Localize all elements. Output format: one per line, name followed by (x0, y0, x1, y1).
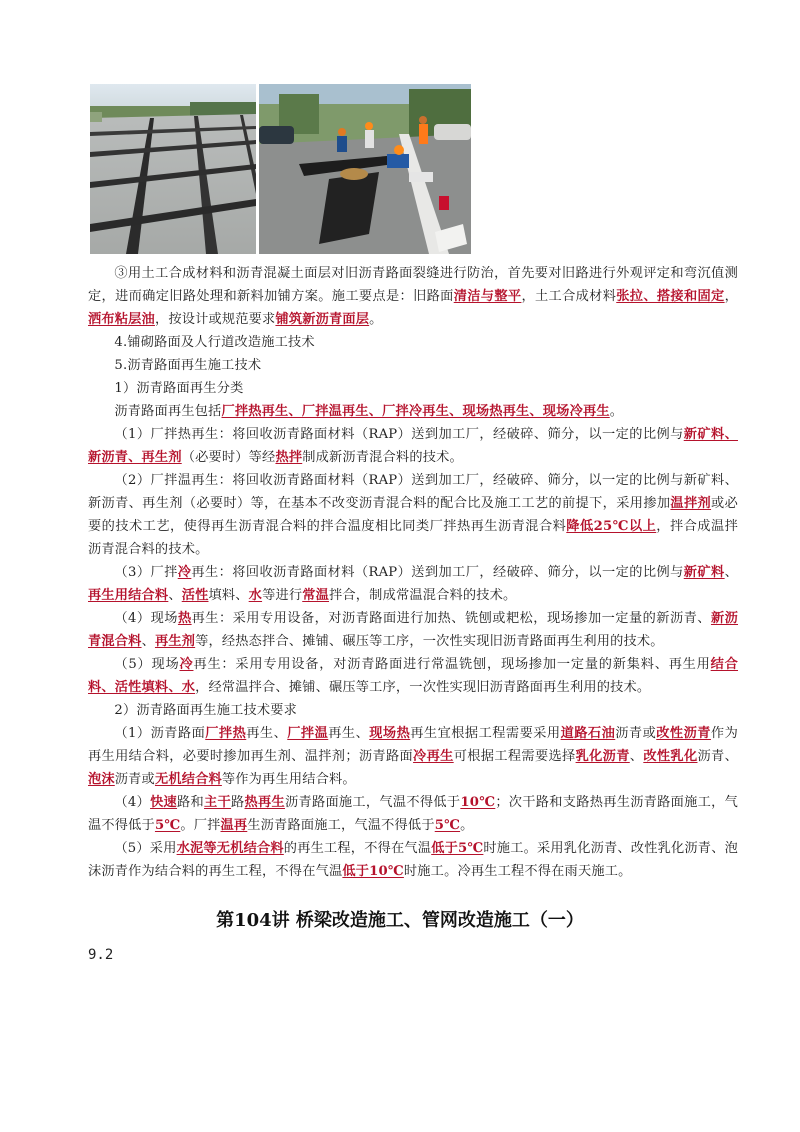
text-run: 沥青或 (114, 772, 155, 787)
highlight-run: 再生剂 (154, 634, 196, 649)
highlight-run: 张拉、搭接和固定 (616, 289, 725, 304)
highlight-run: 改性沥青 (656, 726, 711, 741)
highlight-run: 乳化沥青 (575, 749, 630, 764)
highlight-run: 快速 (150, 795, 178, 810)
highlight-run: 温再 (220, 818, 248, 833)
text-run: 时施工。采用乳化沥青、改性乳化沥青、泡沫沥青作为结合料的再生工程，不得在气温 (88, 841, 738, 879)
paragraph-binder-requirements (88, 722, 738, 791)
text-run: 等，经热态拌合、摊铺、碾压等工序，一次性实现旧沥青路面再生利用的技术。 (195, 634, 664, 649)
text-run: 制成新沥青混合料的技术。 (302, 450, 463, 465)
highlight-run: 水泥等无机结合料 (176, 841, 284, 856)
text-run: （5）现场 (114, 657, 180, 672)
highlight-run: 热再生 (244, 795, 285, 810)
highlight-run: 冷 (179, 657, 194, 672)
heading-asphalt-recycling: 5.沥青路面再生施工技术 (114, 358, 262, 373)
highlight-run: 新矿料、新沥青、再生剂 (88, 427, 738, 465)
text-run: 、 (629, 749, 644, 764)
text-run: 沥青路面再生包括 (114, 404, 222, 419)
paragraph-site-hot (88, 607, 738, 653)
text-run: 时施工。冷再生工程不得在雨天施工。 (403, 864, 632, 879)
highlight-run: 新矿料 (683, 565, 725, 580)
text-run: （4）现场 (114, 611, 178, 626)
text-run: 再生、 (328, 726, 370, 741)
text-run: 可根据工程需要选择 (453, 749, 576, 764)
text-run: 、 (724, 565, 738, 580)
text-run: 。厂拌 (180, 818, 221, 833)
text-run: 再生宜根据工程需要采用 (410, 726, 561, 741)
paragraph-plant-warm (88, 469, 738, 561)
highlight-run: 降低25℃以上 (566, 519, 657, 534)
highlight-run: 清洁与整平 (453, 289, 522, 304)
text-run: （4） (114, 795, 151, 810)
text-run: 。 (460, 818, 474, 833)
text-run: （1）厂拌热再生：将回收沥青路面材料（RAP）送到加工厂，经破碎、筛分，以一定的比例与 (114, 427, 684, 442)
highlight-run: 冷再生 (413, 749, 454, 764)
text-run: 沥青、 (697, 749, 738, 764)
text-run: 再生：采用专用设备，对沥青路面进行常温铣刨，现场掺加一定量的新集料、再生用 (193, 657, 711, 672)
highlight-run: 温拌剂 (670, 496, 712, 511)
highlight-run: 铺筑新沥青面层 (275, 312, 370, 327)
highlight-run: 常温 (302, 588, 330, 603)
heading-paving-sidewalk: 4.铺砌路面及人行道改造施工技术 (114, 335, 315, 350)
highlight-run: 厂拌热 (205, 726, 247, 741)
text-run: 。 (369, 312, 383, 327)
section-number: 9.2 (88, 947, 114, 963)
text-run: （5）采用 (114, 841, 177, 856)
highlight-run: 10℃ (460, 795, 496, 810)
text-run: ；次干路和支路热再生沥青路面施工，气温不得低于 (88, 795, 738, 833)
lecture-heading: 第104讲 桥梁改造施工、管网改造施工（一） (216, 910, 584, 931)
text-run: ，拌合成温拌沥青混合料的技术。 (88, 519, 738, 557)
text-run: 路 (231, 795, 245, 810)
road-joints-photo (90, 84, 256, 254)
highlight-run: 道路石油 (560, 726, 616, 741)
highlight-run: 新沥青混合料 (88, 611, 739, 649)
paragraph-plant-hot (88, 423, 738, 469)
highlight-run: 低于10℃ (342, 864, 404, 879)
highlight-run: 无机结合料 (154, 772, 222, 787)
highlight-run: 洒布粘层油 (88, 312, 155, 327)
highlight-run: 厂拌温 (287, 726, 329, 741)
text-run: 等作为再生用结合料。 (221, 772, 356, 787)
highlight-run: 改性乳化 (643, 749, 698, 764)
text-run: 沥青或 (615, 726, 657, 741)
text-run: 拌合，制成常温混合料的技术。 (329, 588, 517, 603)
road-workers-photo (259, 84, 471, 254)
text-run: 的再生工程，不得在气温 (283, 841, 432, 856)
text-run: 。 (609, 404, 624, 419)
highlight-run: 5℃ (434, 818, 461, 833)
text-run: （必要时）等经 (181, 450, 276, 465)
text-run: 、 (168, 588, 182, 603)
article-body (88, 262, 738, 883)
highlight-run: 结合料、活性填料、水 (88, 657, 739, 695)
text-run: 生沥青路面施工，气温不得低于 (247, 818, 435, 833)
paragraph-site-cold (88, 653, 738, 699)
highlight-run: 热 (177, 611, 192, 626)
text-run: ， (724, 289, 738, 304)
highlight-run: 再生用结合料 (88, 588, 169, 603)
paragraph-temperature-cold (88, 837, 738, 883)
text-run: 再生、 (246, 726, 288, 741)
text-run: ，土工合成材料 (521, 289, 617, 304)
text-run: 再生：采用专用设备，对沥青路面进行加热、铣刨或耙松，现场掺加一定量的新沥青、 (191, 611, 711, 626)
text-run: （1）沥青路面 (114, 726, 206, 741)
text-run: 等进行 (262, 588, 303, 603)
text-run: 再生：将回收沥青路面材料（RAP）送到加工厂，经破碎、筛分，以一定的比例与 (191, 565, 684, 580)
text-run: ，按设计或规范要求 (154, 312, 276, 327)
highlight-run: 泡沫 (88, 772, 115, 787)
text-run: （3）厂拌 (114, 565, 178, 580)
highlight-run: 水 (248, 588, 263, 603)
text-run: 路和 (177, 795, 205, 810)
text-run: ③用土工合成材料和沥青混凝土面层对旧沥青路面裂缝进行防治，首先要对旧路进行外观评定和弯沉值测定，进而确定旧路处理和新料加铺方案。施工要点是：旧路面 (88, 266, 738, 304)
text-run: 沥青路面施工，气温不得低于 (284, 795, 461, 810)
text-run: 或必要的技术工艺，使得再生沥青混合料的拌合温度相比同类厂拌热再生沥青混合料 (88, 496, 738, 534)
paragraph-recycling-types (88, 400, 738, 423)
heading-recycling-requirements: 2）沥青路面再生施工技术要求 (114, 703, 298, 718)
highlight-run: 热拌 (275, 450, 303, 465)
text-run: ，经常温拌合、摊铺、碾压等工序，一次性实现旧沥青路面再生利用的技术。 (195, 680, 651, 695)
highlight-run: 主干 (204, 795, 232, 810)
paragraph-plant-cold (88, 561, 738, 607)
highlight-run: 活性 (181, 588, 209, 603)
paragraph-crack-prevention (88, 262, 738, 331)
highlight-run: 厂拌热再生、厂拌温再生、厂拌冷再生、现场热再生、现场冷再生 (221, 404, 610, 419)
text-run: （2）厂拌温再生：将回收沥青路面材料（RAP）送到加工厂，经破碎、筛分，以一定的比例与新矿料、新沥青、再生剂（必要时）等，在基本不改变沥青混合料的配合比及施工工艺的前提下，采用掺加 (88, 473, 738, 511)
heading-recycling-classification: 1）沥青路面再生分类 (114, 381, 244, 396)
highlight-run: 低于5℃ (431, 841, 484, 856)
highlight-run: 冷 (177, 565, 192, 580)
paragraph-temperature-hot (88, 791, 738, 837)
text-run: 作为再生用结合料，必要时掺加再生剂、温拌剂；沥青路面 (88, 726, 738, 764)
highlight-run: 5℃ (154, 818, 181, 833)
highlight-run: 现场热 (369, 726, 411, 741)
text-run: 填料、 (208, 588, 249, 603)
text-run: 、 (141, 634, 155, 649)
